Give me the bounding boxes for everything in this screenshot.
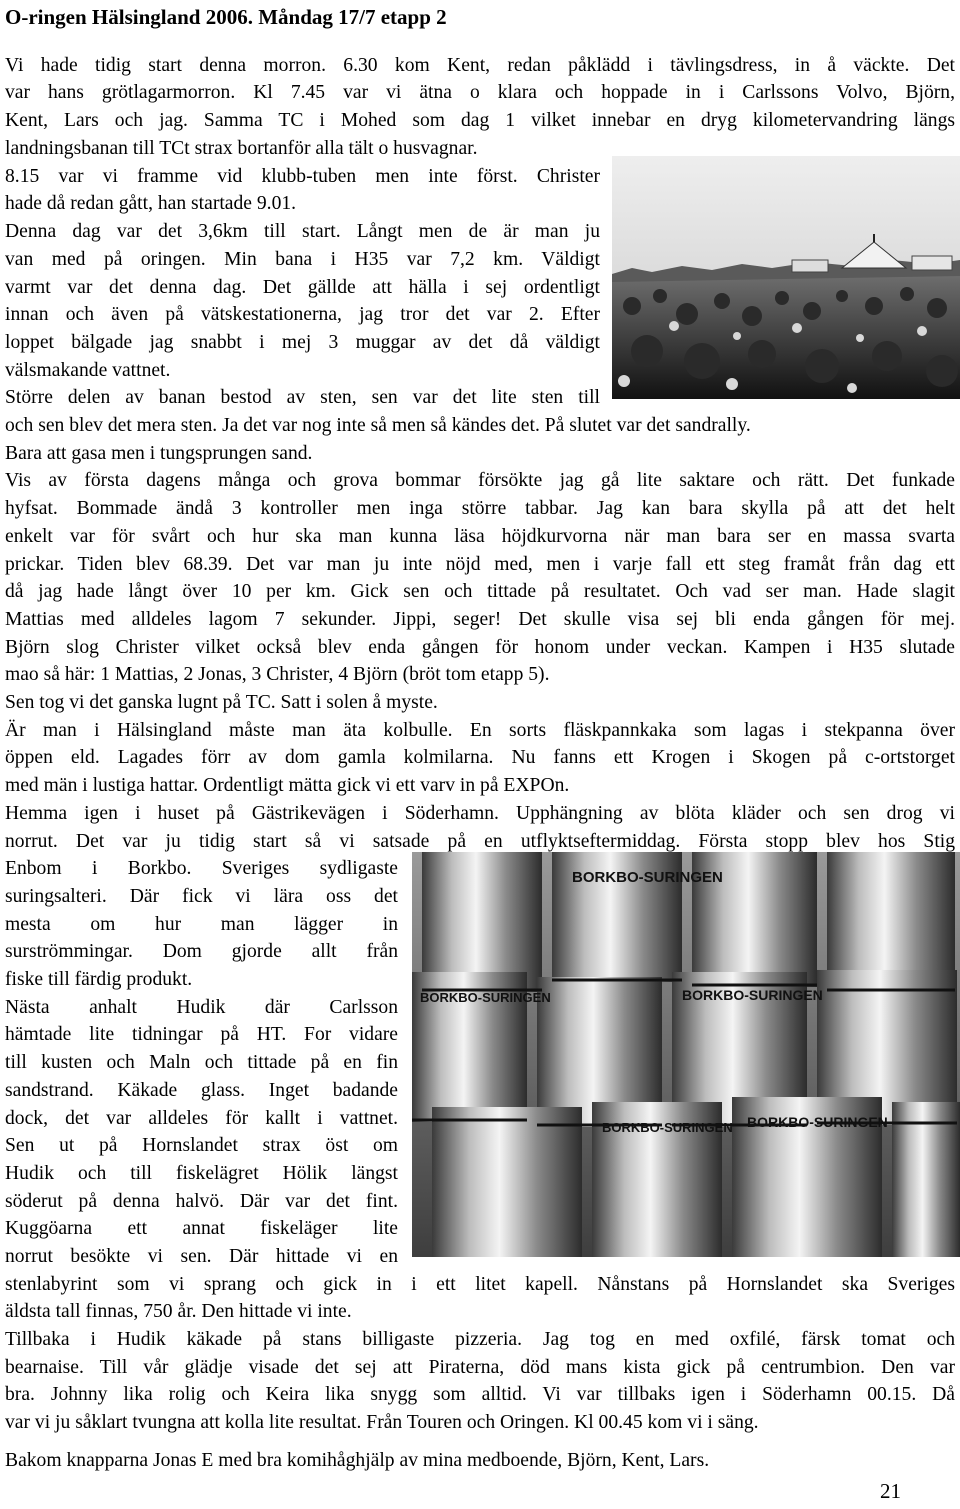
text-line: loppet bälgade jag snabbt i mej 3 muggar av det då väldigt [5,332,600,353]
text-line: mao så här: 1 Mattias, 2 Jonas, 3 Christer, 4 Björn (bröt tom etapp 5). [5,664,550,685]
text-line: bearnaise. Till vår glädje visade det sej att Piraterna, död mans kista gick på centrumbion. Den var [5,1357,955,1378]
text-line: Hemma igen i huset på Gästrikevägen i Söderhamn. Upphängning av blöta kläder och sen drog vi [5,803,955,824]
text-line: Bakom knapparna Jonas E med bra komihåghjälp av mina medboende, Björn, Kent, Lars. [5,1450,710,1471]
text-line: Vis av första dagens många och grova bommar försökte jag gå lite saktare och rätt. Det funkade [5,470,955,491]
text-line: Björn slog Christer vilket också blev enda gången för honom under veckan. Kampen i H35 slutade [5,637,955,658]
text-line: Enbom i Borkbo. Sveriges sydligaste [5,858,398,879]
text-line: hade då redan gått, han startade 9.01. [5,193,297,214]
can-label: BORKBO-SURINGEN [572,869,723,886]
text-line: då jag hade långt över 10 per km. Gick sen och tittade på resultatet. Och vad ser man. Hade slagit [5,581,955,602]
text-line: öppen eld. Lagades förr av dom gamla kolmilarna. Nu fanns ett Krogen i Skogen på c-ortstorget [5,747,955,768]
text-line: stenlabyrint som vi sprang och gick in i ett litet kapell. Nånstans på Hornslandet ska Sveriges [5,1274,955,1295]
text-line: van med på oringen. Min bana i H35 var 7,2 km. Väldigt [5,249,600,270]
text-line: bra. Johnny lika rolig och Keira lika snygg som alltid. Vi var tillbaks igen i Söderhamn 00.15. Då [5,1384,955,1405]
can-label: BORKBO-SURINGEN [420,990,551,1005]
text-line: Mattias med alldeles lagom 7 sekunder. Jippi, seger! Det skulle visa sej bli enda gången för mej. [5,609,955,630]
text-line: Sen ut på Hornslandet strax öst om [5,1135,398,1156]
text-line: prickar. Tiden blev 68.39. Det var man ju inte nöjd med, men i varje fall ett steg framåt från dag ett [5,554,955,575]
text-line: varmt var det denna dag. Det gällde att hälla i sej ordentligt [5,277,600,298]
text-line: till kusten och Maln och tittade på en fin [5,1052,398,1073]
crowd-photo [612,156,960,399]
text-line: och sen blev det mera sten. Ja det var nog inte så men så kändes det. På slutet var det sandrally. [5,415,751,436]
text-line: hyfsat. Bommade ändå 3 kontroller men inga större tabbar. Jag kan bara skylla på att det helt [5,498,955,519]
text-line: Tillbaka i Hudik käkade på stans billigaste pizzeria. Jag tog en med oxfilé, färsk tomat och [5,1329,955,1350]
text-line: norrut besökte vi sen. Där hittade vi en [5,1246,398,1267]
page-title: O-ringen Hälsingland 2006. Måndag 17/7 etapp 2 [5,5,447,29]
text-line: söderut på denna halvö. Där var det fint. [5,1191,398,1212]
tent [792,260,828,272]
text-line: hämtade lite tidningar på HT. For vidare [5,1024,398,1045]
tent [912,256,952,270]
text-line: Denna dag var det 3,6km till start. Långt men de är man ju [5,221,600,242]
text-line: välsmakande vattnet. [5,360,171,381]
text-line: Kuggöarna ett annat fiskeläger lite [5,1218,398,1239]
can-label: BORKBO-SURINGEN [682,987,823,1003]
text-line: Sen tog vi det ganska lugnt på TC. Satt i solen å myste. [5,692,438,713]
page-number: 21 [880,1479,901,1503]
text-line: landningsbanan till TCt strax bortanför alla tält o husvagnar. [5,138,478,159]
can-label: BORKBO-SURINGEN [602,1120,733,1135]
text-line: sandstrand. Käkade glass. Inget badande [5,1080,398,1101]
text-line: innan och även på vätskestationerna, jag tror det var 2. Efter [5,304,600,325]
text-line: suringsalteri. Där fick vi lära oss det [5,886,398,907]
text-line: surströmmingar. Dom gjorde allt från [5,941,398,962]
text-line: fiske till färdig produkt. [5,969,193,990]
text-line: mesta om hur man lägger in [5,914,398,935]
text-line: Nästa anhalt Hudik där Carlsson [5,997,398,1018]
text-line: med män i lustiga hattar. Ordentligt mätta gick vi ett varv in på EXPOn. [5,775,570,796]
text-line: Vi hade tidig start denna morron. 6.30 kom Kent, redan påklädd i tävlingsdress, in å väckte. Det [5,55,955,76]
text-line: norrut. Det var ju tidig start så vi satsade på en utflyktseftermiddag. Första stopp blev hos Stig [5,831,955,852]
text-line: var hans grötlagarmorron. Kl 7.45 var vi ätna o klara och hoppade in i Carlssons Volvo, Björn, [5,82,955,103]
text-line: enkelt var för svårt och hur ska man kunna läsa höjdkurvorna när man bara ser en massa svarta [5,526,955,547]
surstromming-cans-photo [412,852,960,1257]
text-line: 8.15 var vi framme vid klubb-tuben men inte först. Christer [5,166,600,187]
text-line: Är man i Hälsingland måste man äta kolbulle. En sorts fläskpannkaka som lagas i stekpanna över [5,720,955,741]
text-line: Bara att gasa men i tungsprungen sand. [5,443,313,464]
text-line: Kent, Lars och jag. Samma TC i Mohed som dag 1 vilket innebar en dryg kilometervandring längs [5,110,955,131]
text-line: Hudik och till fiskelägret Hölik längst [5,1163,398,1184]
text-line: Större delen av banan bestod av sten, sen var det lite sten till [5,387,600,408]
can-label: BORKBO-SURINGEN [747,1114,888,1130]
text-line: var vi ju såklart tvungna att kolla lite resultat. Från Touren och Oringen. Kl 00.45 kom vi i säng. [5,1412,759,1433]
text-line: dock, det var alldeles för kallt i vattnet. [5,1108,398,1129]
text-line: äldsta tall finnas, 750 år. Den hittade vi inte. [5,1301,352,1322]
